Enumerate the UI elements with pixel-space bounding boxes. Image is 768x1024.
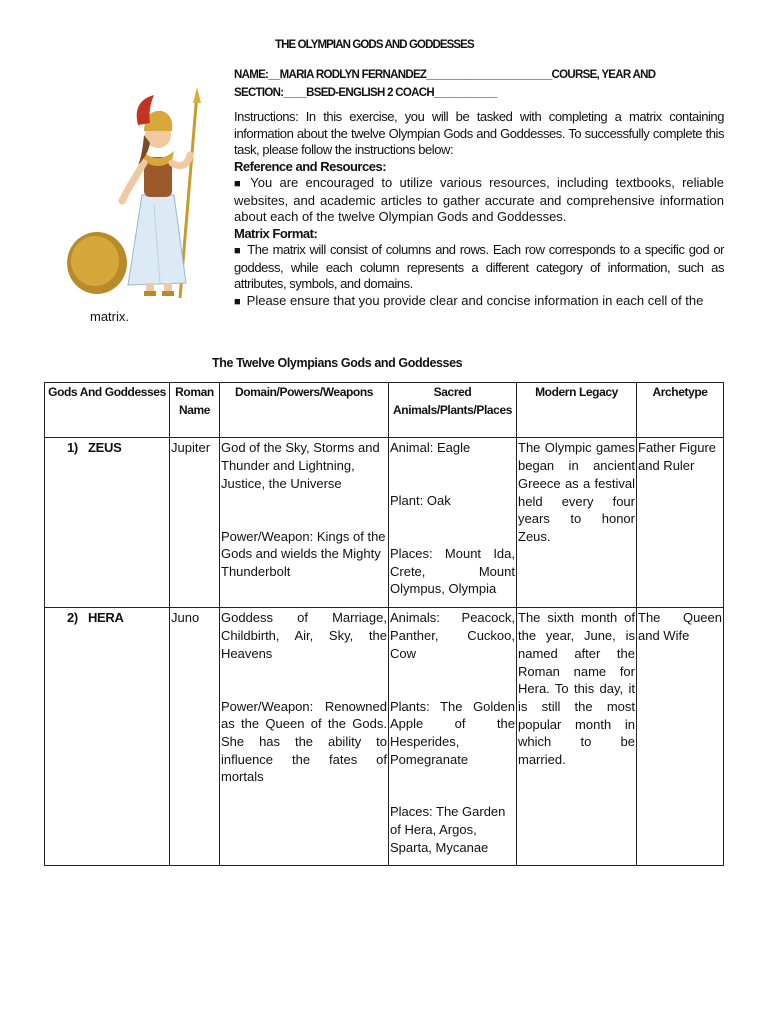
animals-text: Animal: Eagle: [390, 440, 471, 456]
plants-text: Plant: Oak: [390, 493, 451, 509]
header-roman-name: Roman Name: [170, 383, 220, 438]
instructions-intro: Instructions: In this exercise, you will be tasked with completing a matrix containing information about the twelve Olympian Gods and Goddesses. To successfully complete this task, please follow the instructions below:: [234, 109, 724, 157]
sacred-cell: [389, 438, 517, 608]
animals-text: Animals: Peacock, Panther, Cuckoo, Cow: [390, 610, 515, 661]
domain-text: God of the Sky, Storms and Thunder and Lightning, Justice, the Universe: [221, 440, 380, 491]
god-cell: 1) ZEUS: [45, 438, 170, 608]
plants-text: Plants: The Golden Apple of the Hesperides, Pomegranate: [390, 698, 515, 767]
name-line: NAME:__MARIA RODLYN FERNANDEZ______________________COURSE, YEAR AND: [234, 69, 656, 81]
header-domain: Domain/Powers/Weapons: [220, 383, 389, 438]
reference-bullet: ■ You are encouraged to utilize various resources, including textbooks, reliable websites, and academic articles to gather accurate and comprehensive information about each of the twelve Olympian Gods and Goddesses.: [234, 175, 724, 224]
domain-text: Goddess of Marriage, Childbirth, Air, Sky, the Heavens: [221, 610, 387, 661]
document-title: THE OLYMPIAN GODS AND GODDESSES: [275, 39, 474, 51]
section-line: SECTION:____BSED-ENGLISH 2 COACH___________: [234, 87, 497, 99]
matrix-heading: Matrix Format:: [234, 225, 318, 241]
roman-name-cell: Jupiter: [170, 438, 220, 608]
legacy-cell: The sixth month of the year, June, is named after the Roman name for Hera. To this day, it is still the most popular month in which to be married.: [517, 608, 637, 866]
instructions-trail: matrix.: [90, 309, 129, 324]
roman-name-cell: Juno: [170, 608, 220, 866]
power-text: Power/Weapon: Kings of the Gods and wields the Mighty Thunderbolt: [221, 528, 386, 579]
header-archetype: Archetype: [637, 383, 724, 438]
domain-cell: [220, 438, 389, 608]
clarity-bullet: ■ Please ensure that you provide clear and concise information in each cell of the: [234, 292, 704, 308]
header-gods: Gods And Goddesses: [45, 383, 170, 438]
reference-heading: Reference and Resources:: [234, 158, 387, 174]
matrix-bullet: ■ The matrix will consist of columns and rows. Each row corresponds to a specific god or goddess, while each column represents a different category of information, such as attributes, symbols, and domains.: [234, 242, 725, 291]
table-title: The Twelve Olympians Gods and Goddesses: [212, 356, 463, 370]
table-row: [45, 438, 724, 608]
athena-illustration: [62, 85, 212, 305]
sacred-cell: [389, 608, 517, 866]
bullet-icon: ■: [234, 295, 241, 308]
instructions-block: [234, 109, 724, 310]
places-text: Places: The Garden of Hera, Argos, Sparta, Mycanae: [390, 804, 506, 855]
olympians-matrix: [44, 382, 724, 866]
bullet-icon: ■: [234, 245, 242, 257]
table-row: [45, 608, 724, 866]
domain-cell: [220, 608, 389, 866]
archetype-cell: Father Figure and Ruler: [637, 438, 724, 608]
god-cell: 2) HERA: [45, 608, 170, 866]
header-legacy: Modern Legacy: [517, 383, 637, 438]
student-info: [234, 66, 734, 102]
table-header-row: [45, 383, 724, 438]
bullet-icon: ■: [234, 178, 245, 190]
places-text: Places: Mount Ida, Crete, Mount Olympus, Olympia: [390, 545, 515, 597]
legacy-cell: The Olympic games began in ancient Greece as a festival held every four years to honor Zeus.: [517, 438, 637, 608]
archetype-cell: The Queen and Wife: [637, 608, 724, 866]
power-text: Power/Weapon: Renowned as the Queen of the Gods. She has the ability to influence the fates of mortals: [221, 698, 387, 785]
header-sacred: Sacred Animals/Plants/Places: [389, 383, 517, 438]
